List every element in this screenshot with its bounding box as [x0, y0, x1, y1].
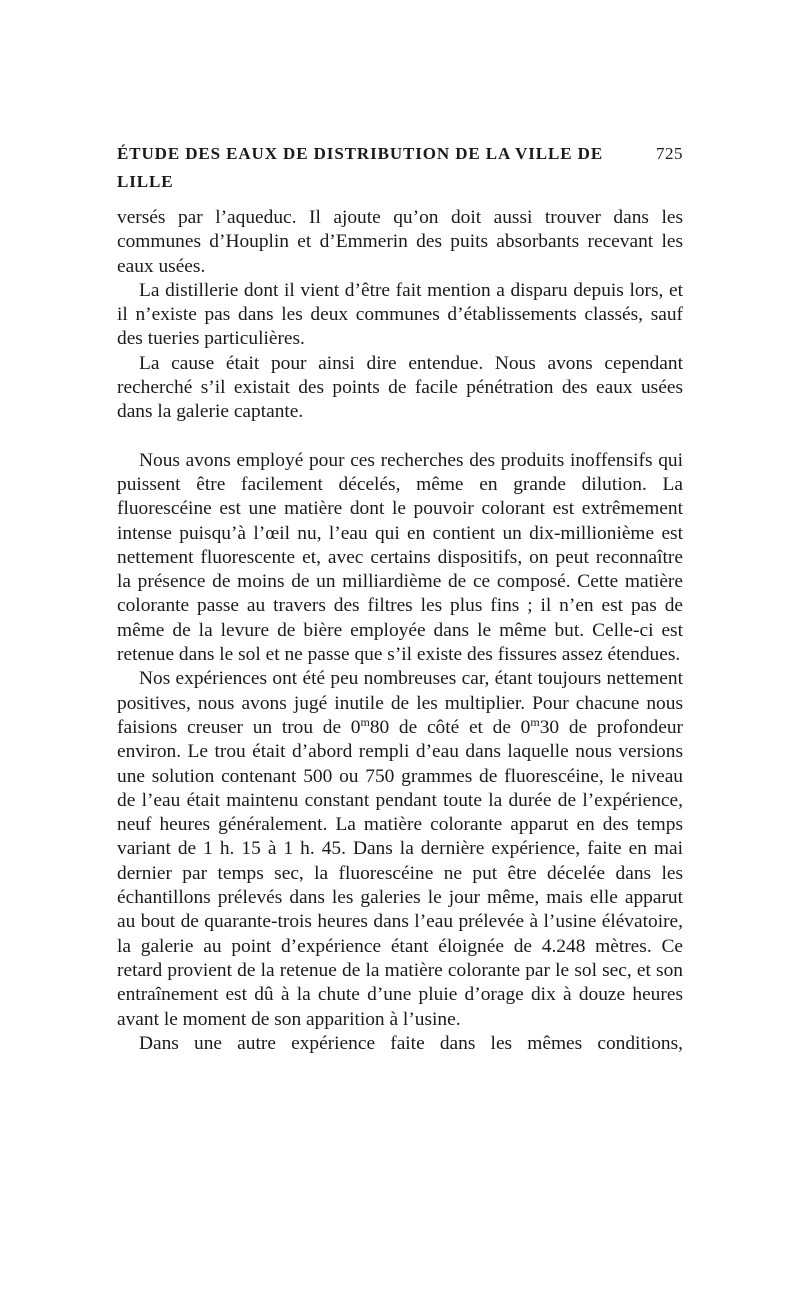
paragraph-1: versés par l’aqueduc. Il ajoute qu’on doit aussi trouver dans les communes d’Houplin et d’Emmerin des puits absorbants recevant les eaux usées.	[117, 207, 683, 277]
paragraph-5-part-2: 80 de côté et de 0	[369, 716, 531, 738]
meter-superscript-2: m	[530, 714, 540, 729]
paragraph-5-part-1: Nos expériences ont été peu nombreuses car, étant toujours nettement positives, nous avons jugé inutile de les multiplier. Pour chacune nous faisions creuser un trou de 0	[117, 668, 683, 738]
paragraph-5-part-3: 30 de profondeur environ. Le trou était d’abord rempli d’eau dans laquelle nous versions une solution contenant 500 ou 750 grammes de fluorescéine, le niveau de l’eau était maintenu constant pendant toute la durée de l’expérience, neuf heures généralement. La matière colorante apparut en des temps variant de 1 h. 15 à 1 h. 45. Dans la dernière expérience, faite en mai dernier par temps sec, la fluorescéine ne put être décelée dans les échantillons prélevés dans les galeries le jour même, mais elle apparut au bout de quarante-trois heures dans l’eau prélevée à l’usine élévatoire, la galerie au point d’expérience étant éloignée de 4.248 mètres. Ce retard provient de la retenue de la matière colorante par le sol sec, et son entraînement est dû à la chute d’une pluie d’orage dix à douze heures avant le moment de son apparition à l’usine.	[117, 716, 683, 1030]
paragraph-5	[117, 667, 683, 1031]
paragraph-6: Dans une autre expérience faite dans les mêmes conditions,	[139, 1032, 683, 1054]
paragraph-2: La distillerie dont il vient d’être fait mention a disparu depuis lors, et il n’existe pas dans les deux communes d’établissements classés, sauf des tueries particulières.	[117, 279, 683, 350]
book-page	[117, 140, 683, 1056]
meter-superscript-1: m	[360, 714, 370, 729]
body-text	[117, 206, 683, 1056]
paragraph-3: La cause était pour ainsi dire entendue. Nous avons cependant recherché s’il existait des points de facile pénétration des eaux usées dans la galerie captante.	[117, 352, 683, 423]
page-number: 725	[656, 144, 683, 163]
running-title: ÉTUDE DES EAUX DE DISTRIBUTION DE LA VILLE DE LILLE	[117, 144, 604, 191]
paragraph-4: Nous avons employé pour ces recherches des produits inoffensifs qui puissent être facilement décelés, même en grande dilution. La fluorescéine est une matière dont le pouvoir colorant est extrêmement intense puisqu’à l’œil nu, l’eau qui en contient un dix-millionième est nettement fluorescente et, avec certains dispositifs, on peut reconnaître la présence de moins de un milliardième de ce composé. Cette matière colorante passe au travers des filtres les plus fins ; il n’en est pas de même de la levure de bière employée dans le même but. Celle-ci est retenue dans le sol et ne passe que s’il existe des fissures assez étendues.	[117, 449, 683, 666]
running-header	[117, 140, 683, 196]
